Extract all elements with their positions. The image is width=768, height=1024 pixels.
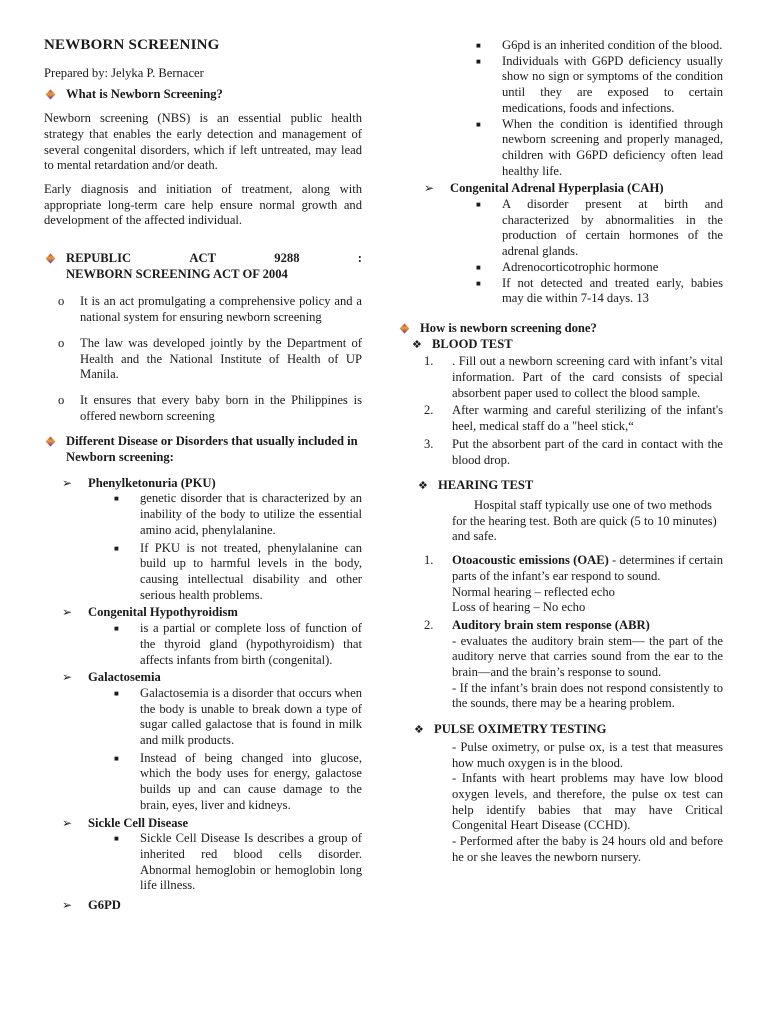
chevron-right-icon: ➢ bbox=[62, 605, 73, 620]
list-item: ■ If not detected and treated early, babies may die within 7-14 days. 13 bbox=[472, 276, 723, 307]
list-item: ■ Adrenocorticotrophic hormone bbox=[472, 260, 723, 276]
list-item: 1. . Fill out a newborn screening card with infant’s vital information. Part of the card consists of special absorbent paper used to collect the blood sample. bbox=[424, 354, 723, 400]
section-heading-what-is bbox=[44, 87, 362, 103]
disease-name: Phenylketonuria (PKU) bbox=[88, 475, 216, 490]
square-bullet-icon: ■ bbox=[476, 119, 481, 129]
ra-title-line: REPUBLIC ACT 9288 : bbox=[66, 251, 362, 266]
list-item: o It ensures that every baby born in the Philippines is offered newborn screening bbox=[44, 393, 362, 424]
square-bullet-icon: ■ bbox=[114, 688, 119, 698]
list-item: ■ A disorder present at birth and characterized by abnormalities in the production of certain hormones of the adrenal glands. bbox=[472, 197, 723, 260]
list-item: 2. After warming and careful sterilizing of the infant's heel, medical staff do a "heel stick,“ bbox=[424, 403, 723, 434]
section-heading-diseases: Different Disease or Disorders that usually included in Newborn screening: bbox=[44, 434, 362, 465]
disease-galactosemia bbox=[44, 670, 362, 813]
disease-hypothyroidism bbox=[44, 605, 362, 668]
bullet-diamond-icon bbox=[46, 437, 56, 447]
list-item: ■ is a partial or complete loss of function of the thyroid gland (hypothyroidism) that affects infants from birth (congenital). bbox=[110, 621, 362, 668]
hearing-test-intro: Hospital staff typically use one of two methods for the hearing test. Both are quick (5 to 10 minutes) and safe. bbox=[452, 497, 717, 544]
prepared-by: Prepared by: Jelyka P. Bernacer bbox=[44, 65, 204, 80]
ra-subtitle: NEWBORN SCREENING ACT OF 2004 bbox=[66, 266, 288, 281]
list-item: ■ Galactosemia is a disorder that occurs when the body is unable to break down a type of sugar called galactose that is found in milk and milk products. bbox=[110, 686, 362, 749]
section-heading-how: How is newborn screening done? bbox=[398, 321, 723, 337]
bullet-diamond-icon bbox=[400, 324, 410, 334]
circle-bullet-icon: o bbox=[58, 335, 65, 350]
square-bullet-icon: ■ bbox=[114, 543, 119, 553]
hearing-methods bbox=[398, 553, 723, 712]
diamond-star-icon: ❖ bbox=[414, 723, 424, 737]
heading-text: What is Newborn Screening? bbox=[66, 87, 223, 102]
list-item: ■ If PKU is not treated, phenylalanine can build up to harmful levels in the body, causing intellectual disability and other serious health problems. bbox=[110, 541, 362, 604]
list-item: 1. Otoacoustic emissions (OAE) - determines if certain parts of the infant’s ear respond to sound. Normal hearing – reflected echo Loss of hearing – No echo bbox=[424, 553, 723, 615]
list-item: o It is an act promulgating a comprehensive policy and a national system for ensuring newborn screening bbox=[44, 294, 362, 325]
disease-name: Congenital Hypothyroidism bbox=[88, 605, 238, 620]
right-column bbox=[398, 38, 723, 865]
list-item: 2. Auditory brain stem response (ABR) - evaluates the auditory brain stem— the part of the auditory nerve that carries sound from the ear to the brain—and the brain’s response to sound. - If the infant’s brain does not respond consistently to the sounds, there may be a hearing problem. bbox=[424, 617, 723, 711]
list-item: ■ Individuals with G6PD deficiency usually show no sign or symptoms of the condition until they are exposed to certain medications, foods and infections. bbox=[472, 54, 723, 117]
square-bullet-icon: ■ bbox=[476, 200, 481, 210]
circle-bullet-icon: o bbox=[58, 392, 65, 407]
paragraph-nbs-definition: Newborn screening (NBS) is an essential public health strategy that enables the early detection and management of several congenital disorders, which if left untreated, may lead to mental retardation and/or death. bbox=[44, 111, 362, 173]
method-name: Otoacoustic emissions (OAE) bbox=[452, 553, 609, 568]
method-name: Auditory brain stem response (ABR) bbox=[452, 617, 650, 632]
square-bullet-icon: ■ bbox=[476, 56, 481, 66]
list-item: ■ Instead of being changed into glucose, which the body uses for energy, galactose builds up and can cause damage to the brain, eyes, liver and kidneys. bbox=[110, 751, 362, 814]
disease-cah bbox=[398, 181, 723, 197]
section-heading-republic-act bbox=[44, 251, 362, 282]
chevron-right-icon: ➢ bbox=[62, 670, 73, 685]
bullet-diamond-icon bbox=[46, 254, 56, 264]
square-bullet-icon: ■ bbox=[114, 834, 119, 844]
disease-g6pd bbox=[44, 898, 362, 914]
pulse-oximetry-heading: ❖ PULSE OXIMETRY TESTING bbox=[398, 722, 723, 738]
circle-bullet-icon: o bbox=[58, 294, 65, 309]
square-bullet-icon: ■ bbox=[114, 624, 119, 634]
g6pd-points bbox=[398, 38, 723, 179]
square-bullet-icon: ■ bbox=[476, 278, 481, 288]
square-bullet-icon: ■ bbox=[476, 41, 481, 50]
chevron-right-icon: ➢ bbox=[424, 181, 435, 196]
list-item: ■ genetic disorder that is characterized by an inability of the body to utilize the essential amino acid, phenylalanine. bbox=[110, 491, 362, 538]
disease-pku bbox=[44, 476, 362, 604]
pulse-oximetry-body: - Pulse oximetry, or pulse ox, is a test that measures how much oxygen is in the blood. - Infants with heart problems may have low blood oxygen levels, and therefore, the pulse ox test can help identify babies that may have Critical Congenital Heart Disease (CCHD). - Performed after the baby is 24 hours old and before he or she leaves the newborn nursery. bbox=[452, 739, 723, 864]
list-item: ■ When the condition is identified through newborn screening and properly managed, children with G6PD deficiency often lead healthy life. bbox=[472, 117, 723, 180]
blood-test-heading: ❖ BLOOD TEST bbox=[398, 337, 723, 353]
disease-sickle-cell bbox=[44, 816, 362, 895]
disease-name: Galactosemia bbox=[88, 670, 161, 685]
list-item: 3. Put the absorbent part of the card in contact with the blood drop. bbox=[424, 436, 723, 467]
bullet-diamond-icon bbox=[46, 90, 56, 100]
square-bullet-icon: ■ bbox=[476, 262, 481, 272]
chevron-right-icon: ➢ bbox=[62, 815, 73, 830]
cah-points bbox=[398, 197, 723, 307]
list-item: ■ G6pd is an inherited condition of the blood. bbox=[472, 38, 723, 54]
ra-bullet-list bbox=[44, 294, 362, 424]
diamond-star-icon: ❖ bbox=[412, 337, 422, 351]
disease-name: Sickle Cell Disease bbox=[88, 815, 189, 830]
diamond-star-icon: ❖ bbox=[418, 479, 428, 493]
disease-name: G6PD bbox=[88, 898, 121, 913]
chevron-right-icon: ➢ bbox=[62, 475, 73, 490]
square-bullet-icon: ■ bbox=[114, 753, 119, 763]
paragraph-early-diagnosis: Early diagnosis and initiation of treatment, along with appropriate long-term care help ensure normal growth and development of the affected individual. bbox=[44, 181, 362, 228]
blood-test-steps bbox=[398, 354, 723, 468]
chevron-right-icon: ➢ bbox=[62, 898, 73, 913]
left-column bbox=[44, 38, 362, 914]
disease-name: Congenital Adrenal Hyperplasia (CAH) bbox=[450, 181, 664, 196]
list-item: ■ Sickle Cell Disease Is describes a group of inherited red blood cells disorder. Abnormal hemoglobin or hemoglobin long life illness. bbox=[110, 831, 362, 894]
square-bullet-icon: ■ bbox=[114, 494, 119, 504]
list-item: o The law was developed jointly by the Department of Health and the National Institute of Health of UP Manila. bbox=[44, 336, 362, 383]
page-title: NEWBORN SCREENING bbox=[44, 37, 220, 53]
hearing-test-heading: ❖ HEARING TEST bbox=[398, 478, 723, 494]
